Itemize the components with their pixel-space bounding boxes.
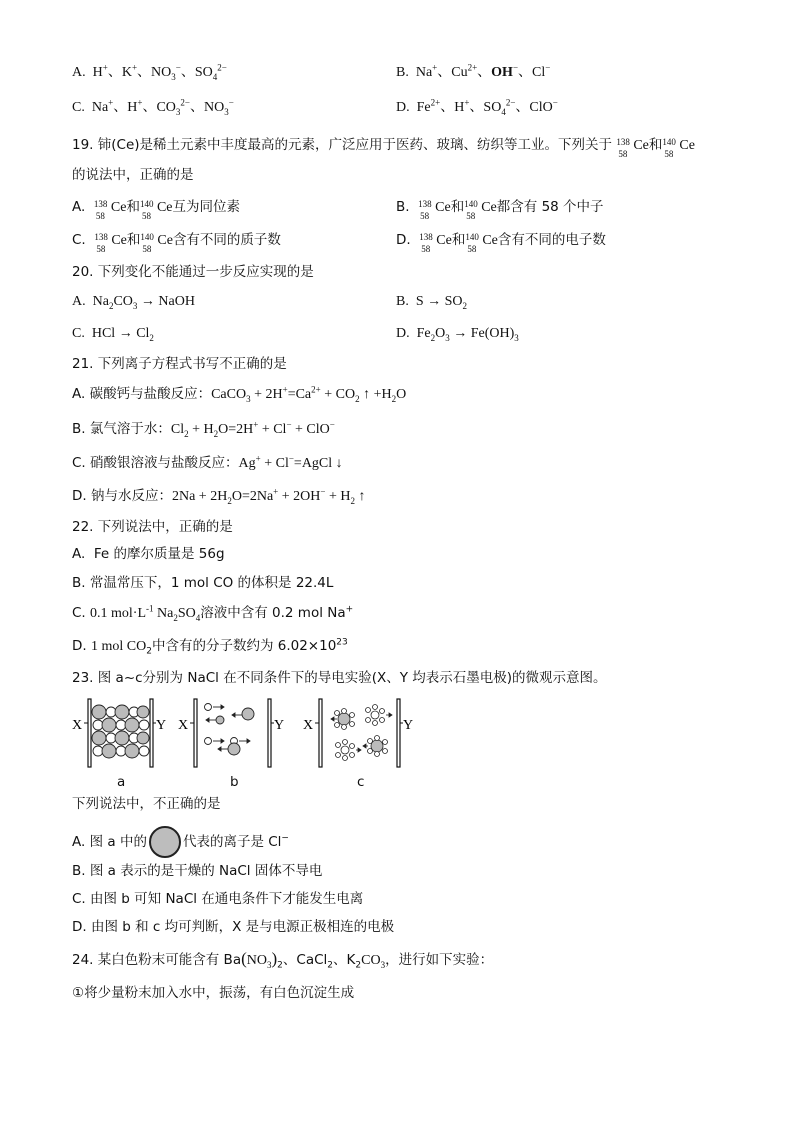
q20-stem: 20. 下列变化不能通过一步反应实现的是 — [72, 264, 314, 280]
moving-ions — [205, 704, 255, 756]
q19-stem-line2: 的说法中，正确的是 — [72, 167, 194, 183]
isotope-ce140: 140 58 — [662, 137, 676, 159]
grey-ion-circle-icon — [149, 826, 181, 858]
q23-option-a: A. 图 a 中的 代表的离子是 Cl− — [72, 826, 289, 858]
q20-option-d: D. $Fe_2O_3 \to Fe(OH)_3$ — [396, 326, 519, 343]
q21-option-d: D. 钠与水反应：$2Na + 2H_2O=2Na^+ + 2OH^- + H_2$ ↑ — [72, 486, 366, 506]
electrode-x-label: X — [72, 718, 83, 733]
q24-step-1: ①将少量粉末加入水中，振荡，有白色沉淀生成 — [72, 985, 355, 1001]
q18-option-a: A. H+、K+、$NO_3^-$、$SO_4^{2-}$ — [72, 62, 227, 82]
q24-stem: 24. 某白色粉末可能含有 $Ba(NO_3)_2$、CaCl$_2$、$K_2CO_3$，进行如下实验： — [72, 949, 494, 971]
figure-a — [72, 697, 168, 769]
electrode-y — [150, 699, 153, 767]
figure-a-label: a — [117, 774, 126, 790]
q23-stem: 23. 图 a~c分别为 NaCl 在不同条件下的导电实验(X、Y 均表示石墨电极)的微观示意图。 — [72, 670, 607, 686]
q20-option-a: A. $Na_2CO_3$ → NaOH — [72, 294, 195, 311]
q22-stem: 22. 下列说法中，正确的是 — [72, 519, 233, 535]
q22-option-b: B. 常温常压下，1 mol CO 的体积是 22.4L — [72, 575, 334, 591]
figure-b-label: b — [230, 774, 239, 790]
svg-text:Y: Y — [156, 718, 167, 733]
hydrated-ions — [331, 705, 392, 761]
electrode-x — [88, 699, 91, 767]
q19-option-a: A. 138 58 Ce和 140 58 Ce互为同位素 — [72, 199, 241, 221]
figure-c-label: c — [357, 774, 365, 790]
svg-text:Y: Y — [274, 718, 285, 733]
isotope-ce138: 138 58 — [616, 137, 630, 159]
svg-text:X: X — [178, 718, 189, 733]
q23-sub-stem: 下列说法中，不正确的是 — [72, 796, 221, 812]
nacl-lattice — [92, 705, 149, 758]
q18-option-c: C. Na+、H+、$CO_3^{2-}$、$NO_3^-$ — [72, 97, 234, 117]
q19-option-d: D. 138 58 Ce和 140 58 Ce含有不同的电子数 — [396, 232, 606, 254]
q18-option-d: D. $Fe^{2+}$、H+、$SO_4^{2-}$、ClO− — [396, 97, 558, 117]
q19-stem-line1: 19. 铈(Ce)是稀土元素中丰度最高的元素，广泛应用于医药、玻璃、纺织等工业。下列关于 138 58 Ce和 140 58 Ce — [72, 137, 695, 159]
q23-option-d: D. 由图 b 和 c 均可判断，X 是与电源正极相连的电极 — [72, 919, 395, 935]
figure-c — [303, 697, 415, 769]
q23-option-c: C. 由图 b 可知 NaCl 在通电条件下才能发生电离 — [72, 891, 364, 907]
q22-option-c: C. 0.1 $mol\cdot L^{-1}$ $Na_2SO_4$溶液中含有 0.2 mol Na+ — [72, 603, 354, 623]
q20-option-c: C. HCl → $Cl_2$ — [72, 326, 154, 343]
q19-option-c: C. 138 58 Ce和 140 58 Ce含有不同的质子数 — [72, 232, 281, 254]
q21-stem: 21. 下列离子方程式书写不正确的是 — [72, 356, 287, 372]
q22-option-d: D. 1 mol $CO_2$中含有的分子数约为 $6.02\times 10^{23}$ — [72, 637, 348, 657]
q21-option-b: B. 氯气溶于水：$Cl_2 + H_2O=2H^+ + Cl^- + ClO^-$ — [72, 419, 335, 439]
q20-option-b: B. $S \to SO_2$ — [396, 294, 468, 311]
q22-option-a: A. Fe 的摩尔质量是 56g — [72, 546, 225, 562]
svg-text:Y: Y — [403, 718, 414, 733]
q21-option-c: C. 硝酸银溶液与盐酸反应：Ag+ + Cl−=AgCl ↓ — [72, 453, 343, 471]
svg-text:X: X — [303, 718, 314, 733]
figure-b — [178, 697, 288, 769]
q19-option-b: B. 138 58 Ce和 140 58 Ce都含有 58 个中子 — [396, 199, 604, 221]
q21-option-a: A. 碳酸钙与盐酸反应：CaCO$_3$ + $2H^+=Ca^{2+} + CO_2$ ↑ $+H_2O$ — [72, 384, 407, 404]
q18-option-b: B. Na+、$Cu^{2+}$、OH−、Cl− — [396, 62, 551, 80]
option-label: A. — [72, 65, 86, 80]
q23-option-b: B. 图 a 表示的是干燥的 NaCl 固体不导电 — [72, 863, 323, 879]
